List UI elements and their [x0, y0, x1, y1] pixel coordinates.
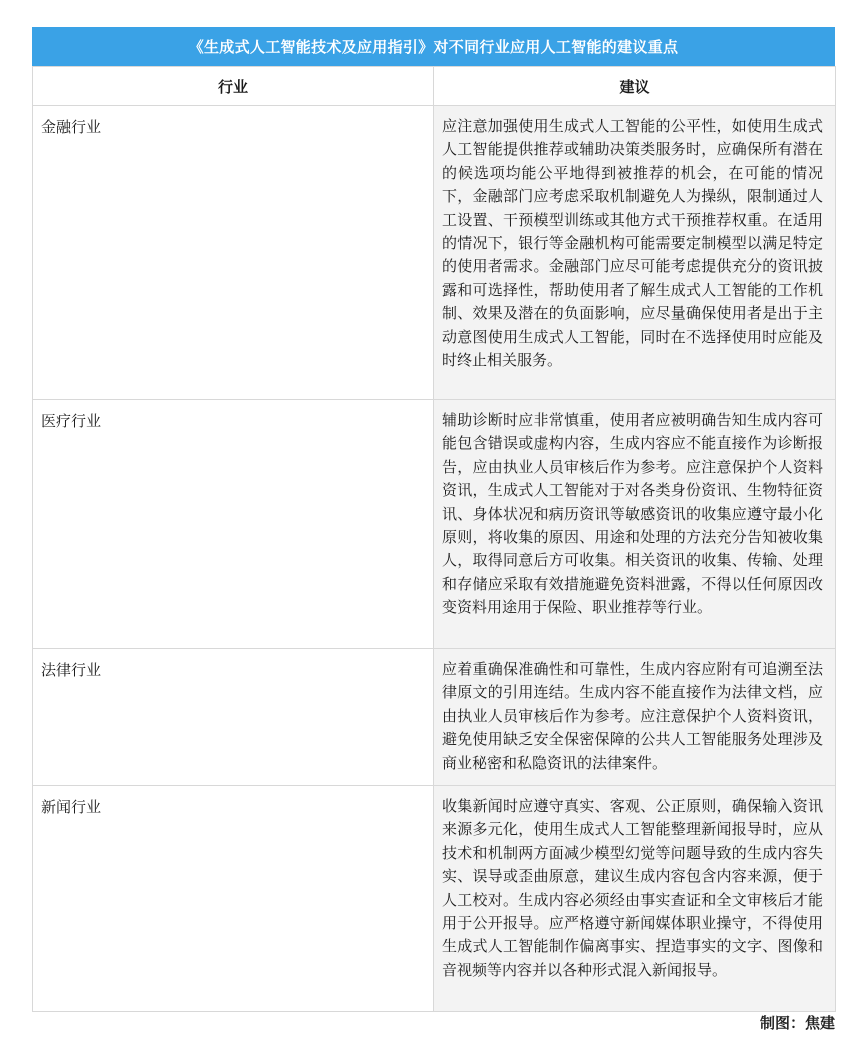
- table-row: [33, 649, 836, 786]
- table-row: [33, 786, 836, 1012]
- industry-cell-medical: 医疗行业: [33, 400, 434, 649]
- recommendation-table: [32, 27, 835, 1012]
- advice-cell-finance: 应注意加强使用生成式人工智能的公平性，如使用生成式人工智能提供推荐或辅助决策类服务时，应确保所有潜在的候选项均能公平地得到被推荐的机会，在可能的情况下，金融部门应考虑采取机制避免人为操纵，限制通过人工设置、干预模型训练或其他方式干预推荐权重。在适用的情况下，银行等金融机构可能需要定制模型以满足特定的使用者需求。金融部门应尽可能考虑提供充分的资讯披露和可选择性，帮助使用者了解生成式人工智能的工作机制、效果及潜在的负面影响，应尽量确保使用者是出于主动意图使用生成式人工智能，同时在不选择使用时应能及时终止相关服务。: [434, 106, 836, 400]
- table-title: 《生成式人工智能技术及应用指引》对不同行业应用人工智能的建议重点: [32, 27, 835, 66]
- industry-cell-finance: 金融行业: [33, 106, 434, 400]
- industry-advice-table: [32, 66, 836, 1012]
- column-header-advice: 建议: [434, 67, 836, 106]
- advice-cell-medical: 辅助诊断时应非常慎重，使用者应被明确告知生成内容可能包含错误或虚构内容，生成内容应不能直接作为诊断报告，应由执业人员审核后作为参考。应注意保护个人资料资讯，生成式人工智能对于对各类身份资讯、生物特征资讯、身体状况和病历资讯等敏感资讯的收集应遵守最小化原则，将收集的原因、用途和处理的方法充分告知被收集人，取得同意后方可收集。相关资讯的收集、传输、处理和存储应采取有效措施避免资料泄露，不得以任何原因改变资料用途用于保险、职业推荐等行业。: [434, 400, 836, 649]
- chart-credit: 制图：焦建: [759, 1014, 835, 1032]
- table-row: [33, 106, 836, 400]
- advice-cell-news: 收集新闻时应遵守真实、客观、公正原则，确保输入资讯来源多元化，使用生成式人工智能整理新闻报导时，应从技术和机制两方面减少模型幻觉等问题导致的生成内容失实、误导或歪曲原意，建议生成内容包含内容来源，便于人工校对。生成内容必须经由事实查证和全文审核后才能用于公开报导。应严格遵守新闻媒体职业操守，不得使用生成式人工智能制作偏离事实、捏造事实的文字、图像和音视频等内容并以各种形式混入新闻报导。: [434, 786, 836, 1012]
- header-row: [33, 67, 836, 106]
- column-header-industry: 行业: [33, 67, 434, 106]
- industry-cell-news: 新闻行业: [33, 786, 434, 1012]
- industry-cell-legal: 法律行业: [33, 649, 434, 786]
- advice-cell-legal: 应着重确保准确性和可靠性，生成内容应附有可追溯至法律原文的引用连结。生成内容不能直接作为法律文档，应由执业人员审核后作为参考。应注意保护个人资料资讯，避免使用缺乏安全保密保障的公共人工智能服务处理涉及商业秘密和私隐资讯的法律案件。: [434, 649, 836, 786]
- table-row: [33, 400, 836, 649]
